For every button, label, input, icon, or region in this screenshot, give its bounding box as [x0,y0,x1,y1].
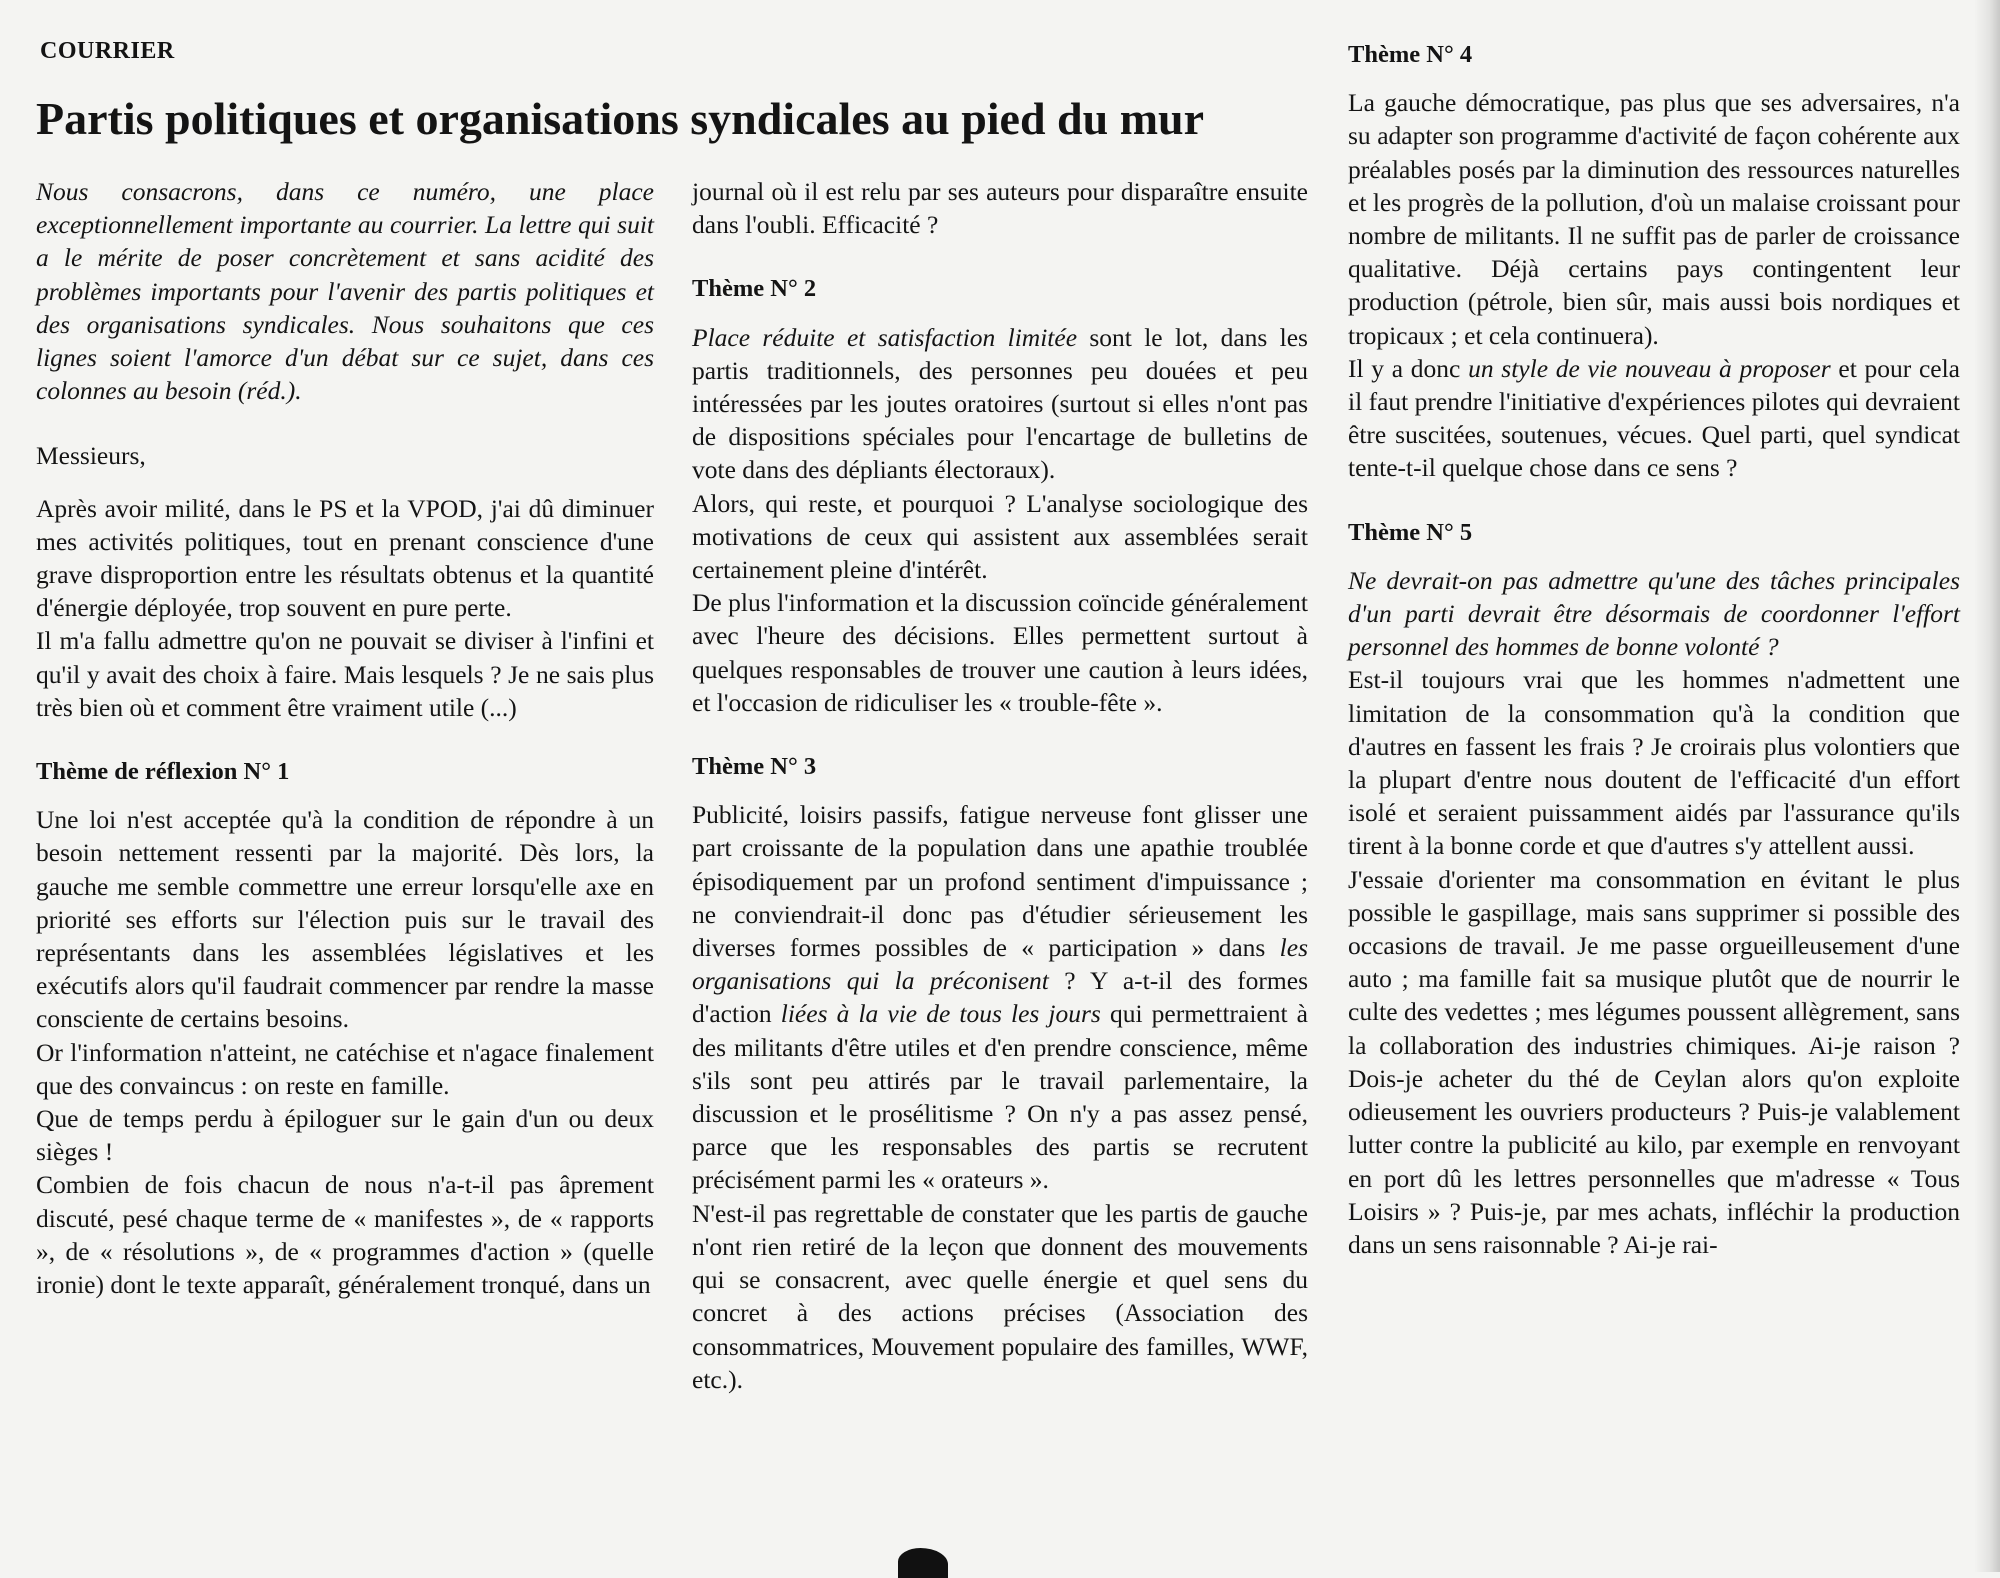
emphasis: liées à la vie de tous les jours [780,999,1101,1029]
theme-4-heading: Thème N° 4 [1348,41,1473,68]
paragraph: De plus l'information et la discussion coïncide généralement avec l'heure des décisions. Elles permettent surtout à quelques responsables de trouver une caution à leurs idées, et l'occasion de ridiculiser les « trouble-fête ». [692,588,1308,717]
paragraph [692,798,1308,1196]
paragraph: Que de temps perdu à épiloguer sur le gain d'un ou deux sièges ! [36,1104,654,1167]
paragraph: Il m'a fallu admettre qu'on ne pouvait se diviser à l'infini et qu'il y avait des choix à faire. Mais lesquels ? Je ne sais plus très bien où et comment être vraiment utile (...) [36,626,654,722]
paragraph [1348,352,1960,485]
ink-blot [898,1548,948,1578]
text-run: Il y a donc [1348,353,1469,383]
paragraph: journal où il est relu par ses auteurs pour disparaître ensuite dans l'oubli. Efficacité ? [692,177,1308,240]
column-1 [36,175,654,1301]
section-rubric: COURRIER [40,38,175,64]
paragraph: Or l'information n'atteint, ne catéchise et n'agace finalement que des convaincus : on reste en famille. [36,1037,654,1100]
emphasis: un style de vie nouveau à proposer [1468,353,1831,383]
paragraph: Combien de fois chacun de nous n'a-t-il pas âprement discuté, pesé chaque terme de « manifestes », de « rapports », de « résolutions », de « programmes d'action » (quelle ironie) dont le texte apparaît, généralement tronqué, dans un [36,1170,654,1300]
paragraph: Est-il toujours vrai que les hommes n'admettent une limitation de la consommation qu'à la condition que d'autres en fassent les frais ? Je croirais plus volontiers que la plupart d'entre nous doutent de l'efficacité d'un effort isolé et seraient puissamment aidés par l'assurance qu'ils tirent à la bonne corde et que d'autres s'y attellent aussi. [1348,665,1960,861]
theme-2-heading: Thème N° 2 [692,275,817,303]
text-run: Publicité, loisirs passifs, fatigue nerveuse font glisser une part croissante de la population dans une apathie troublée épisodiquement par un profond sentiment d'impuissance ; ne conviendrait-il donc pas d'étudier sérieusement les diverses formes possibles de « participation » dans [692,800,1308,963]
paragraph: N'est-il pas regrettable de constater que les partis de gauche n'ont rien retiré de la leçon que donnent des mouvements qui se consacrent, avec quelle énergie et quel sens du concret à des actions précises (Association des consommatrices, Mouvement populaire des familles, WWF, etc.). [692,1198,1308,1394]
theme-1-heading: Thème de réflexion N° 1 [36,758,290,786]
column-2 [692,175,1308,1396]
theme-5-question: Ne devrait-on pas admettre qu'une des tâches principales d'un parti devrait être désormais de coordonner l'effort personnel des hommes de bonne volonté ? [1348,565,1960,662]
theme-5-heading: Thème N° 5 [1348,518,1473,546]
article-headline: Partis politiques et organisations syndicales au pied du mur [36,93,1205,144]
text-run: et pour cela il faut prendre l'initiative d'expériences pilotes qui devraient être suscitées, soutenues, vécues. Quel parti, quel syndicat tente-t-il quelque chose dans ce sens ? [1348,353,1960,483]
paragraph: J'essaie d'orienter ma consommation en évitant le plus possible le gaspillage, mais sans supprimer si possible des occasions de travail. Je me passe orgueilleusement d'une auto ; ma famille fait sa musique plutôt que de nourrir le culte des vedettes ; mes légumes poussent allègrement, sans la collaboration des industries chimiques. Ai-je raison ? Dois-je acheter du thé de Ceylan alors qu'on exploite odieusement les ouvriers producteurs ? Puis-je valablement lutter contre la publicité au kilo, par exemple en renvoyant en port dû les lettres personnelles que m'adresse « Tous Loisirs » ? Puis-je, par mes achats, infléchir la production dans un sens raisonnable ? Ai-je rai- [1348,864,1960,1259]
letter-salutation: Messieurs, [36,441,146,471]
theme-3-heading: Thème N° 3 [692,753,817,781]
page-edge-shadow [1974,0,2000,1572]
emphasis: les organisations qui la préconisent [692,933,1308,996]
paragraph: Alors, qui reste, et pourquoi ? L'analyse sociologique des motivations de ceux qui assistent aux assemblées serait certainement pleine d'intérêt. [692,488,1308,585]
emphasis: Place réduite et satisfaction limitée [692,322,1078,352]
text-run: ? Y a-t-il des formes d'action [692,966,1308,1029]
column-3 [1348,38,1960,1261]
text-run: qui permettraient à des militants d'être utiles et d'en prendre conscience, même s'ils sont peu attirés par le travail parlementaire, la discussion et le prosélitisme ? On n'y a pas assez pensé, parce que les responsables des partis se recrutent précisément parmi les « orateurs ». [692,999,1308,1195]
paragraph [692,321,1308,487]
paragraph: Après avoir milité, dans le PS et la VPOD, j'ai dû diminuer mes activités politiques, tout en prenant conscience d'une grave disproportion entre les résultats obtenus et la quantité d'énergie déployée, trop souvent en pure perte. [36,493,654,623]
paragraph: Une loi n'est acceptée qu'à la condition de répondre à un besoin nettement ressenti par la majorité. Dès lors, la gauche me semble commettre une erreur lorsqu'elle axe en priorité ses efforts sur l'élection puis sur le travail des représentants dans les assemblées législatives et les exécutifs alors qu'il faudrait commencer par rendre la masse consciente de certains besoins. [36,805,654,1034]
editorial-intro: Nous consacrons, dans ce numéro, une place exceptionnellement importante au courrier. La lettre qui suit a le mérite de poser concrètement et sans acidité des problèmes importants pour l'avenir des partis politiques et des organisations syndicales. Nous souhaitons que ces lignes soient l'amorce d'un débat sur ce sujet, dans ces colonnes au besoin (réd.). [36,177,654,406]
paragraph: La gauche démocratique, pas plus que ses adversaires, n'a su adapter son programme d'activité de façon cohérente aux préalables posés par la diminution des ressources naturelles et les progrès de la pollution, d'où un malaise croissant pour nombre de militants. Il ne suffit pas de parler de croissance qualitative. Déjà certains pays contingentent leur production (pétrole, bien sûr, mais aussi bois nordiques et tropicaux ; et cela continuera). [1348,88,1960,350]
text-run: sont le lot, dans les partis traditionnels, des personnes peu douées et peu intéressées par les joutes oratoires (surtout si elles n'ont pas de dispositions spéciales pour l'encartage de bulletins de vote dans des dépliants électoraux). [692,322,1308,485]
